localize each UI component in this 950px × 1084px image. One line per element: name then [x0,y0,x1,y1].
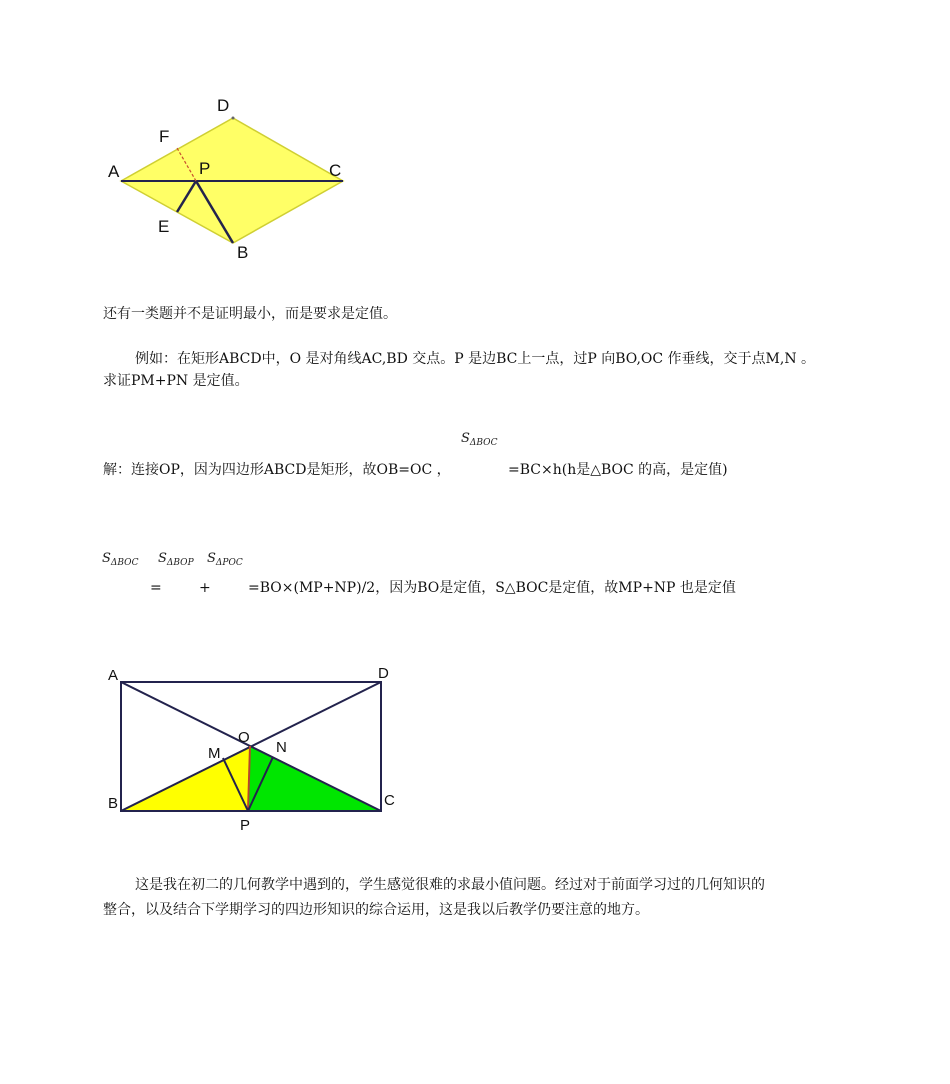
label-n: N [276,739,287,756]
area-s: S [461,431,470,446]
label-a: A [108,162,120,181]
label-o: O [238,729,250,746]
example-line-1: 例如：在矩形ABCD中，O 是对角线AC,BD 交点。P 是边BC上一点，过P 向BO,OC 作垂线，交于点M,N 。 [135,351,816,367]
point-d-dot [232,117,235,120]
label-e: E [158,217,170,236]
area-subscript: ΔBOC [469,438,498,448]
figure-rectangle [100,660,410,840]
eq-equals-sign: = [150,580,162,596]
label-f: F [159,127,170,146]
label-d: D [378,665,389,682]
eq-sub2: ΔBOP [166,558,194,568]
label-b: B [237,243,249,262]
paragraph-intro: 还有一类题并不是证明最小，而是要求是定值。 [103,306,397,322]
label-b: B [108,795,119,812]
closing-line-1: 这是我在初二的几何教学中遇到的，学生感觉很难的求最小值问题。经过对于前面学习过的几何知识的 [135,877,765,893]
eq-area-boc [102,551,138,568]
eq-area-bop [158,551,194,568]
example-line-2: 求证PM+PN 是定值。 [103,373,249,389]
eq-sub1: ΔBOC [110,558,139,568]
eq-sub3: ΔPOC [215,558,243,568]
solution-area-symbol [461,431,497,448]
label-d: D [217,96,230,115]
eq-s1: S [102,551,111,566]
eq-plus-sign: + [199,580,211,596]
label-c: C [329,161,342,180]
solution-prefix: 解：连接OP，因为四边形ABCD是矩形，故OB=OC ， [103,462,451,478]
label-a: A [108,667,119,684]
closing-line-2: 整合，以及结合下学期学习的四边形知识的综合运用，这是我以后教学仍要注意的地方。 [103,902,649,918]
eq-rest: =BO×(MP+NP)/2，因为BO是定值，S△BOC是定值，故MP+NP 也是定值 [248,580,736,596]
label-p: P [240,817,251,834]
eq-s2: S [158,551,167,566]
label-c: C [384,792,395,809]
eq-s3: S [207,551,216,566]
figure-rhombus [100,90,360,265]
solution-suffix: =BC×h(h是△BOC 的高，是定值) [508,462,728,478]
label-p: P [199,159,211,178]
eq-area-poc [207,551,243,568]
label-m: M [208,745,221,762]
